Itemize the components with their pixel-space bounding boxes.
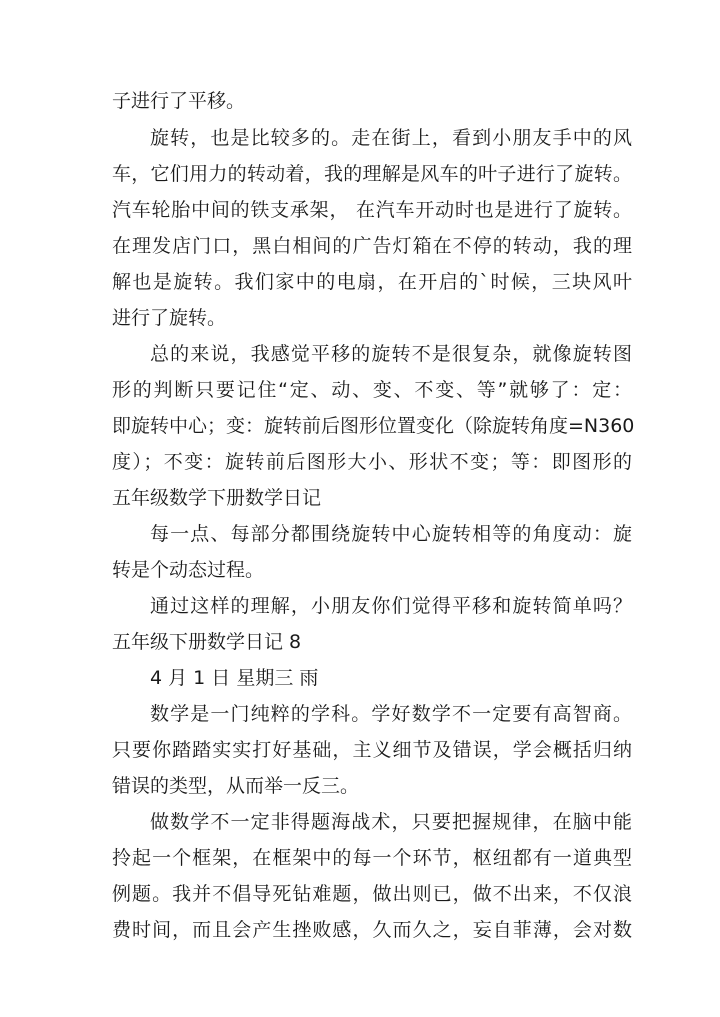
text-line: 进行了旋转。 [112,307,227,329]
text-line: 在理发店门口，黑白相间的广告灯箱在不停的转动，我的理 [112,235,632,257]
text-line: 旋转，也是比较多的。走在街上，看到小朋友手中的风 [150,127,632,149]
text-line: 错误的类型，从而举一反三。 [112,775,360,797]
text-line: 数学是一门纯粹的学科。学好数学不一定要有高智商。 [150,703,632,725]
text-line: 只要你踏踏实实打好基础，主义细节及错误，学会概括归纳 [112,739,632,761]
text-line: 费时间，而且会产生挫败感，久而久之，妄自菲薄，会对数 [112,919,632,941]
text-line: 汽车轮胎中间的铁支承架， 在汽车开动时也是进行了旋转。 [112,199,632,221]
diary-date: 4 月 1 日 星期三 雨 [150,667,319,689]
text-line: 解也是旋转。我们家中的电扇，在开启的`时候，三块风叶 [112,271,632,293]
text-line: 子进行了平移。 [112,90,246,112]
text-line: 形的判断只要记住“定、动、变、不变、等”就够了：定： [112,379,632,401]
text-line: 每一点、每部分都围绕旋转中心旋转相等的角度动：旋 [150,523,632,545]
text-line: 通过这样的理解，小朋友你们觉得平移和旋转简单吗？ [150,595,632,617]
text-line: 度）；不变：旋转前后图形大小、形状不变；等：即图形的 [112,451,632,473]
text-line: 总的来说，我感觉平移的旋转不是很复杂，就像旋转图 [150,343,632,365]
text-line: 五年级数学下册数学日记 [112,487,322,509]
text-line: 做数学不一定非得题海战术，只要把握规律，在脑中能 [150,811,632,833]
text-line: 例题。我并不倡导死钻难题，做出则已，做不出来，不仅浪 [112,883,632,905]
text-line: 车，它们用力的转动着，我的理解是风车的叶子进行了旋转。 [112,163,632,185]
section-heading: 五年级下册数学日记 8 [112,631,302,653]
text-line: 转是个动态过程。 [112,559,265,581]
text-line: 即旋转中心；变：旋转前后图形位置变化（除旋转角度=N360 [112,415,635,437]
text-line: 拎起一个框架，在框架中的每一个环节，枢纽都有一道典型 [112,847,632,869]
